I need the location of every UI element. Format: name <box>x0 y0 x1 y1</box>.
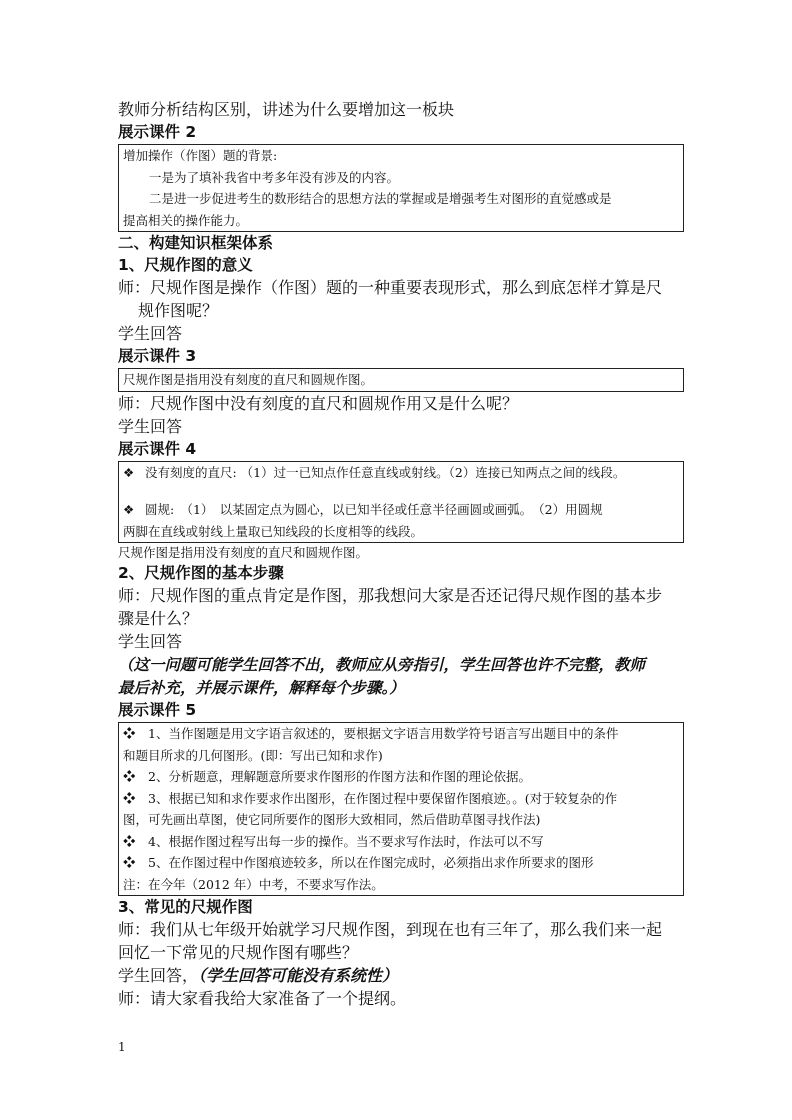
box-line: ❖ 圆规: （1） 以某固定点为圆心，以已知半径或任意半径画圆或画弧。 （2）用圆规 <box>123 499 679 521</box>
box-line: ❖ 5、在作图过程中作图痕迹较多，所以在作图完成时，必须指出求作所要求的图形 <box>123 855 594 870</box>
box-line: 二是进一步促进考生的数形结合的思想方法的掌握或是增强考生对图形的直觉感或是 <box>149 191 612 206</box>
courseware-5-box <box>118 722 684 896</box>
paragraph: 师：尺规作图的重点肯定是作图，那我想问大家是否还记得尺规作图的基本步 <box>118 586 663 605</box>
box-line: 提高相关的操作能力。 <box>123 212 249 228</box>
paragraph: 师：尺规作图是操作（作图）题的一种重要表现形式，那么到底怎样才算是尺 <box>118 278 663 297</box>
teacher-note: （这一问题可能学生回答不出，教师应从旁指引，学生回答也许不完整，教师 <box>118 655 646 674</box>
box-line: ❖ 1、当作图题是用文字语言叙述的，要根据文字语言用数学符号语言写出题目中的条件 <box>123 726 619 741</box>
box-line: 和题目所求的几何图形。(即：写出已知和求作) <box>123 747 383 763</box>
box-line: 增加操作（作图）题的背景: <box>123 148 278 163</box>
teacher-note: 最后补充，并展示课件，解释每个步骤。） <box>118 678 405 697</box>
bullet-diamond-icon: ❖ <box>123 502 135 517</box>
courseware-3-title: 展示课件 3 <box>118 347 197 365</box>
section-heading: 二、构建知识框架体系 <box>118 234 274 252</box>
student-answer: 学生回答，（学生回答可能没有系统性） <box>118 966 399 985</box>
paragraph: 师：我们从七年级开始就学习尺规作图，到现在也有三年了，那么我们来一起 <box>118 920 663 939</box>
box-line: ❖ 2、分析题意，理解题意所要求作图形的作图方法和作图的理论依据。 <box>123 769 531 784</box>
box-line: ❖ 没有刻度的直尺: （1）过一已知点作任意直线或射线。（2）连接已知两点之间的线段。 <box>123 462 679 484</box>
box-line: 一是为了填补我省中考多年没有涉及的内容。 <box>149 169 400 185</box>
courseware-2-title: 展示课件 2 <box>118 123 197 141</box>
paragraph: 规作图呢？ <box>138 301 219 320</box>
subsection-heading: 2、尺规作图的基本步骤 <box>118 564 284 582</box>
courseware-4-box <box>118 461 684 544</box>
box-line: 注：在今年（2012 年）中考，不要求写作法。 <box>123 876 384 892</box>
answer-note: （学生回答可能没有系统性） <box>198 966 399 985</box>
courseware-3-box <box>118 368 684 392</box>
courseware-2-box <box>118 144 684 232</box>
box-line: ❖ 3、根据已知和求作要求作出图形，在作图过程中要保留作图痕迹。。(对于较复杂的作 <box>123 790 618 806</box>
student-answer: 学生回答 <box>118 324 183 343</box>
paragraph: 骤是什么？ <box>118 609 199 628</box>
box-line: 尺规作图是指用没有刻度的直尺和圆规作图。 <box>123 372 374 387</box>
document-page <box>118 98 684 1010</box>
note-line: 尺规作图是指用没有刻度的直尺和圆规作图。 <box>118 545 369 560</box>
box-line: 两脚在直线或射线上量取已知线段的长度相等的线段。 <box>123 523 424 539</box>
paragraph: 师：尺规作图中没有刻度的直尺和圆规作用又是什么呢？ <box>118 393 519 413</box>
box-line: 图，可先画出草图，使它同所要作的图形大致相同，然后借助草图寻找作法) <box>123 812 541 827</box>
page-number: 1 <box>118 1040 126 1054</box>
subsection-heading: 1、尺规作图的意义 <box>118 256 253 274</box>
box-line: ❖ 4、根据作图过程写出每一步的操作。当不要求写作法时，作法可以不写 <box>123 833 544 849</box>
student-answer: 学生回答 <box>118 416 183 436</box>
courseware-5-title: 展示课件 5 <box>118 701 197 719</box>
student-answer: 学生回答 <box>118 632 183 651</box>
courseware-4-title: 展示课件 4 <box>118 439 197 458</box>
subsection-heading: 3、常见的尺规作图 <box>118 898 253 916</box>
paragraph: 师：请大家看我给大家准备了一个提纲。 <box>118 989 407 1008</box>
paragraph: 教师分析结构区别，讲述为什么要增加这一板块 <box>118 100 455 119</box>
paragraph: 回忆一下常见的尺规作图有哪些？ <box>118 943 359 962</box>
bullet-diamond-icon: ❖ <box>123 464 135 480</box>
